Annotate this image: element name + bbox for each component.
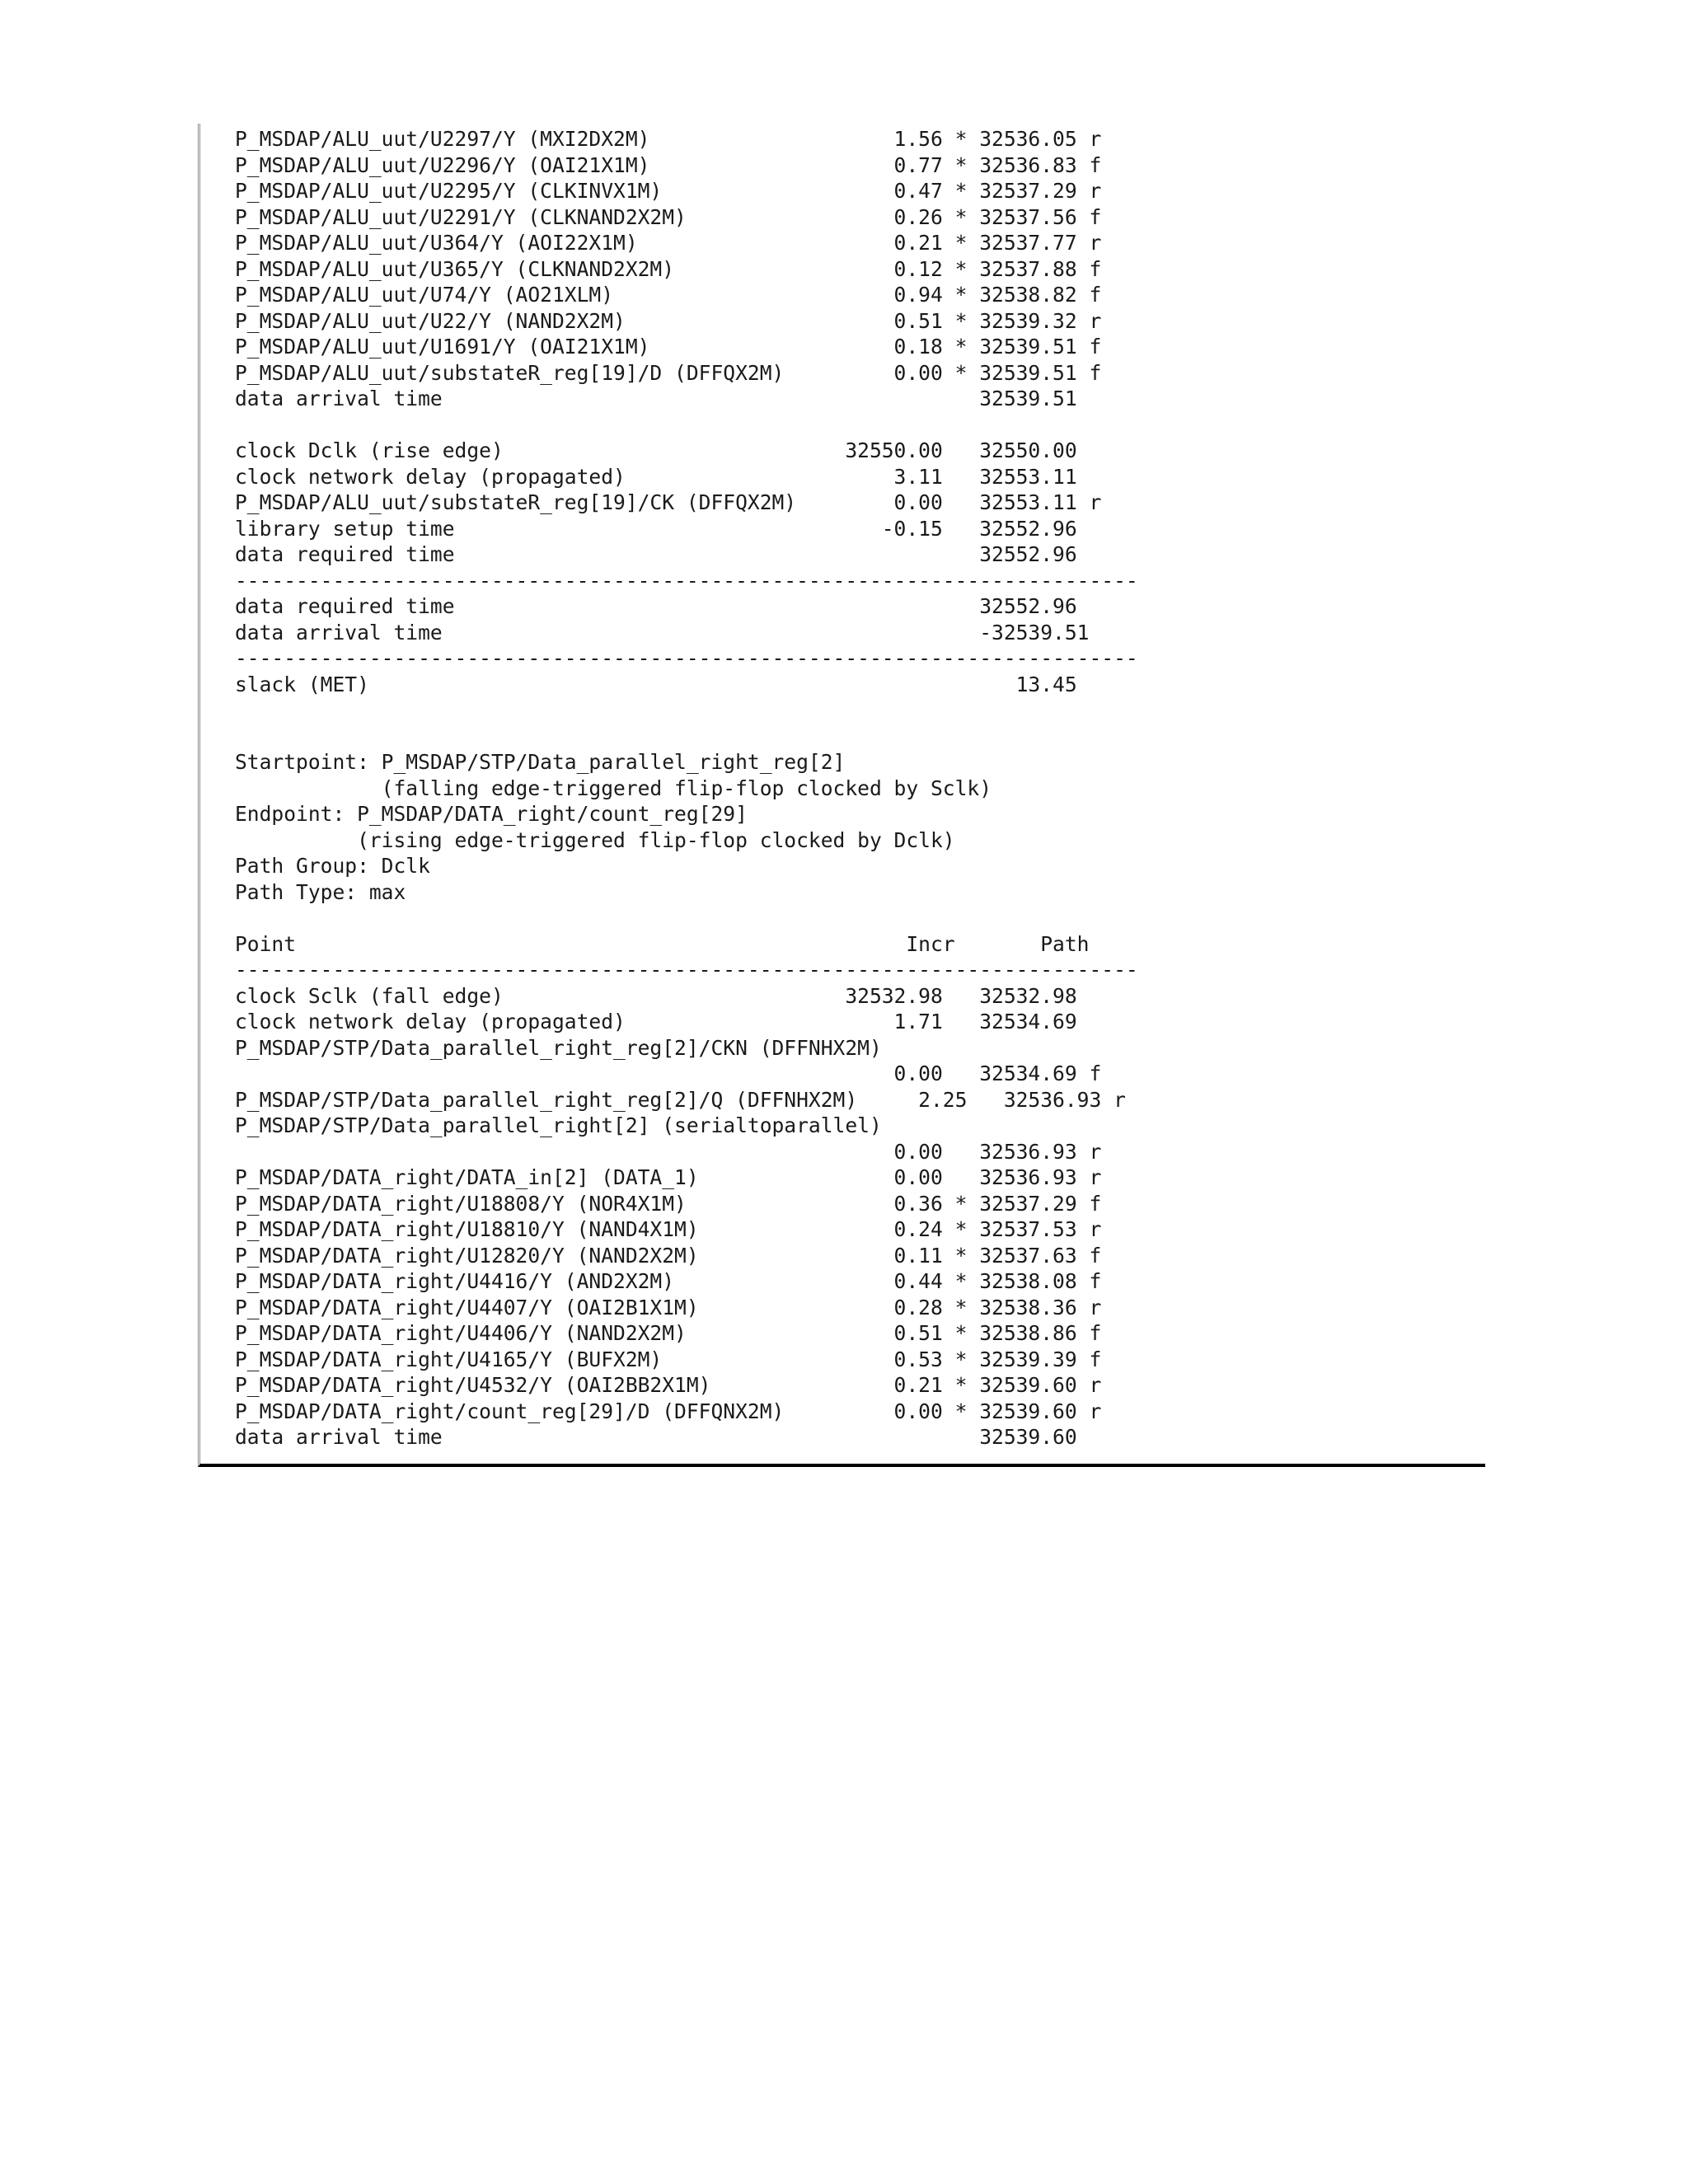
report-divider: --------------------------------------------------------------------------: [235, 568, 1138, 593]
report-line: P_MSDAP/DATA_right/U4407/Y (OAI2B1X1M) 0.28 * 32538.36 r: [235, 1295, 1102, 1319]
report-divider: --------------------------------------------------------------------------: [235, 646, 1138, 670]
report-line: P_MSDAP/ALU_uut/U365/Y (CLKNAND2X2M) 0.12 * 32537.88 f: [235, 256, 1102, 281]
report-line: [235, 724, 1138, 750]
report-line: clock network delay (propagated) 1.71 32534.69: [235, 1010, 1077, 1033]
report-line: P_MSDAP/DATA_right/DATA_in[2] (DATA_1) 0.00 32536.93 r: [235, 1165, 1102, 1189]
report-line: P_MSDAP/STP/Data_parallel_right_reg[2]/CKN (DFFNHX2M): [235, 1035, 882, 1060]
report-line: data arrival time -32539.51: [235, 620, 1090, 644]
report-line: P_MSDAP/STP/Data_parallel_right[2] (serialtoparallel): [235, 1113, 882, 1137]
report-line: P_MSDAP/STP/Data_parallel_right_reg[2]/Q (DFFNHX2M) 2.25 32536.93 r: [235, 1087, 1126, 1112]
report-line: P_MSDAP/DATA_right/U4532/Y (OAI2BB2X1M) 0.21 * 32539.60 r: [235, 1373, 1102, 1397]
report-line: P_MSDAP/ALU_uut/U364/Y (AOI22X1M) 0.21 * 32537.77 r: [235, 231, 1102, 255]
report-line: P_MSDAP/ALU_uut/U74/Y (AO21XLM) 0.94 * 32538.82 f: [235, 283, 1102, 307]
report-line: library setup time -0.15 32552.96: [235, 516, 1077, 541]
report-line: (rising edge-triggered flip-flop clocked by Dclk): [235, 827, 955, 852]
report-line: slack (MET) 13.45: [235, 672, 1077, 696]
report-line: P_MSDAP/DATA_right/U18810/Y (NAND4X1M) 0.24 * 32537.53 r: [235, 1217, 1102, 1241]
report-line: Point Incr Path: [235, 931, 1090, 956]
report-line: [235, 412, 1138, 438]
report-line: P_MSDAP/ALU_uut/U2297/Y (MXI2DX2M) 1.56 * 32536.05 r: [235, 127, 1102, 151]
report-line: data required time 32552.96: [235, 594, 1077, 618]
report-line: Path Type: max: [235, 879, 406, 904]
report-line: clock network delay (propagated) 3.11 32553.11: [235, 464, 1077, 489]
report-line: P_MSDAP/ALU_uut/U2295/Y (CLKINVX1M) 0.47 * 32537.29 r: [235, 179, 1102, 203]
report-line: clock Dclk (rise edge) 32550.00 32550.00: [235, 438, 1077, 462]
report-line: P_MSDAP/ALU_uut/U2291/Y (CLKNAND2X2M) 0.26 * 32537.56 f: [235, 204, 1102, 229]
report-line: P_MSDAP/DATA_right/U18808/Y (NOR4X1M) 0.36 * 32537.29 f: [235, 1191, 1102, 1216]
report-line: data required time 32552.96: [235, 542, 1077, 566]
report-line: P_MSDAP/DATA_right/U4165/Y (BUFX2M) 0.53 * 32539.39 f: [235, 1347, 1102, 1371]
report-line: 0.00 32536.93 r: [235, 1139, 1102, 1164]
report-line: P_MSDAP/ALU_uut/substateR_reg[19]/CK (DFFQX2M) 0.00 32553.11 r: [235, 490, 1102, 514]
report-line: 0.00 32534.69 f: [235, 1062, 1102, 1085]
report-line: P_MSDAP/ALU_uut/substateR_reg[19]/D (DFFQX2M) 0.00 * 32539.51 f: [235, 360, 1102, 385]
report-line: [235, 905, 1138, 931]
report-line: clock Sclk (fall edge) 32532.98 32532.98: [235, 983, 1077, 1008]
timing-report-panel: [198, 124, 1485, 1467]
report-line: P_MSDAP/ALU_uut/U22/Y (NAND2X2M) 0.51 * 32539.32 r: [235, 308, 1102, 333]
timing-report-text: [235, 126, 1138, 1451]
report-line: [235, 697, 1138, 724]
report-line: Path Group: Dclk: [235, 854, 430, 878]
report-line: P_MSDAP/DATA_right/U4406/Y (NAND2X2M) 0.51 * 32538.86 f: [235, 1321, 1102, 1345]
report-line: Endpoint: P_MSDAP/DATA_right/count_reg[29]: [235, 802, 748, 826]
report-line: P_MSDAP/DATA_right/U4416/Y (AND2X2M) 0.44 * 32538.08 f: [235, 1269, 1102, 1293]
report-line: (falling edge-triggered flip-flop clocked by Sclk): [235, 776, 992, 800]
report-line: P_MSDAP/DATA_right/U12820/Y (NAND2X2M) 0.11 * 32537.63 f: [235, 1243, 1102, 1268]
report-line: P_MSDAP/DATA_right/count_reg[29]/D (DFFQNX2M) 0.00 * 32539.60 r: [235, 1399, 1102, 1423]
report-line: Startpoint: P_MSDAP/STP/Data_parallel_right_reg[2]: [235, 750, 846, 774]
report-line: P_MSDAP/ALU_uut/U2296/Y (OAI21X1M) 0.77 * 32536.83 f: [235, 152, 1102, 177]
report-line: data arrival time 32539.60: [235, 1425, 1077, 1449]
report-line: data arrival time 32539.51: [235, 387, 1077, 410]
report-divider: --------------------------------------------------------------------------: [235, 958, 1138, 982]
report-line: P_MSDAP/ALU_uut/U1691/Y (OAI21X1M) 0.18 * 32539.51 f: [235, 335, 1102, 359]
